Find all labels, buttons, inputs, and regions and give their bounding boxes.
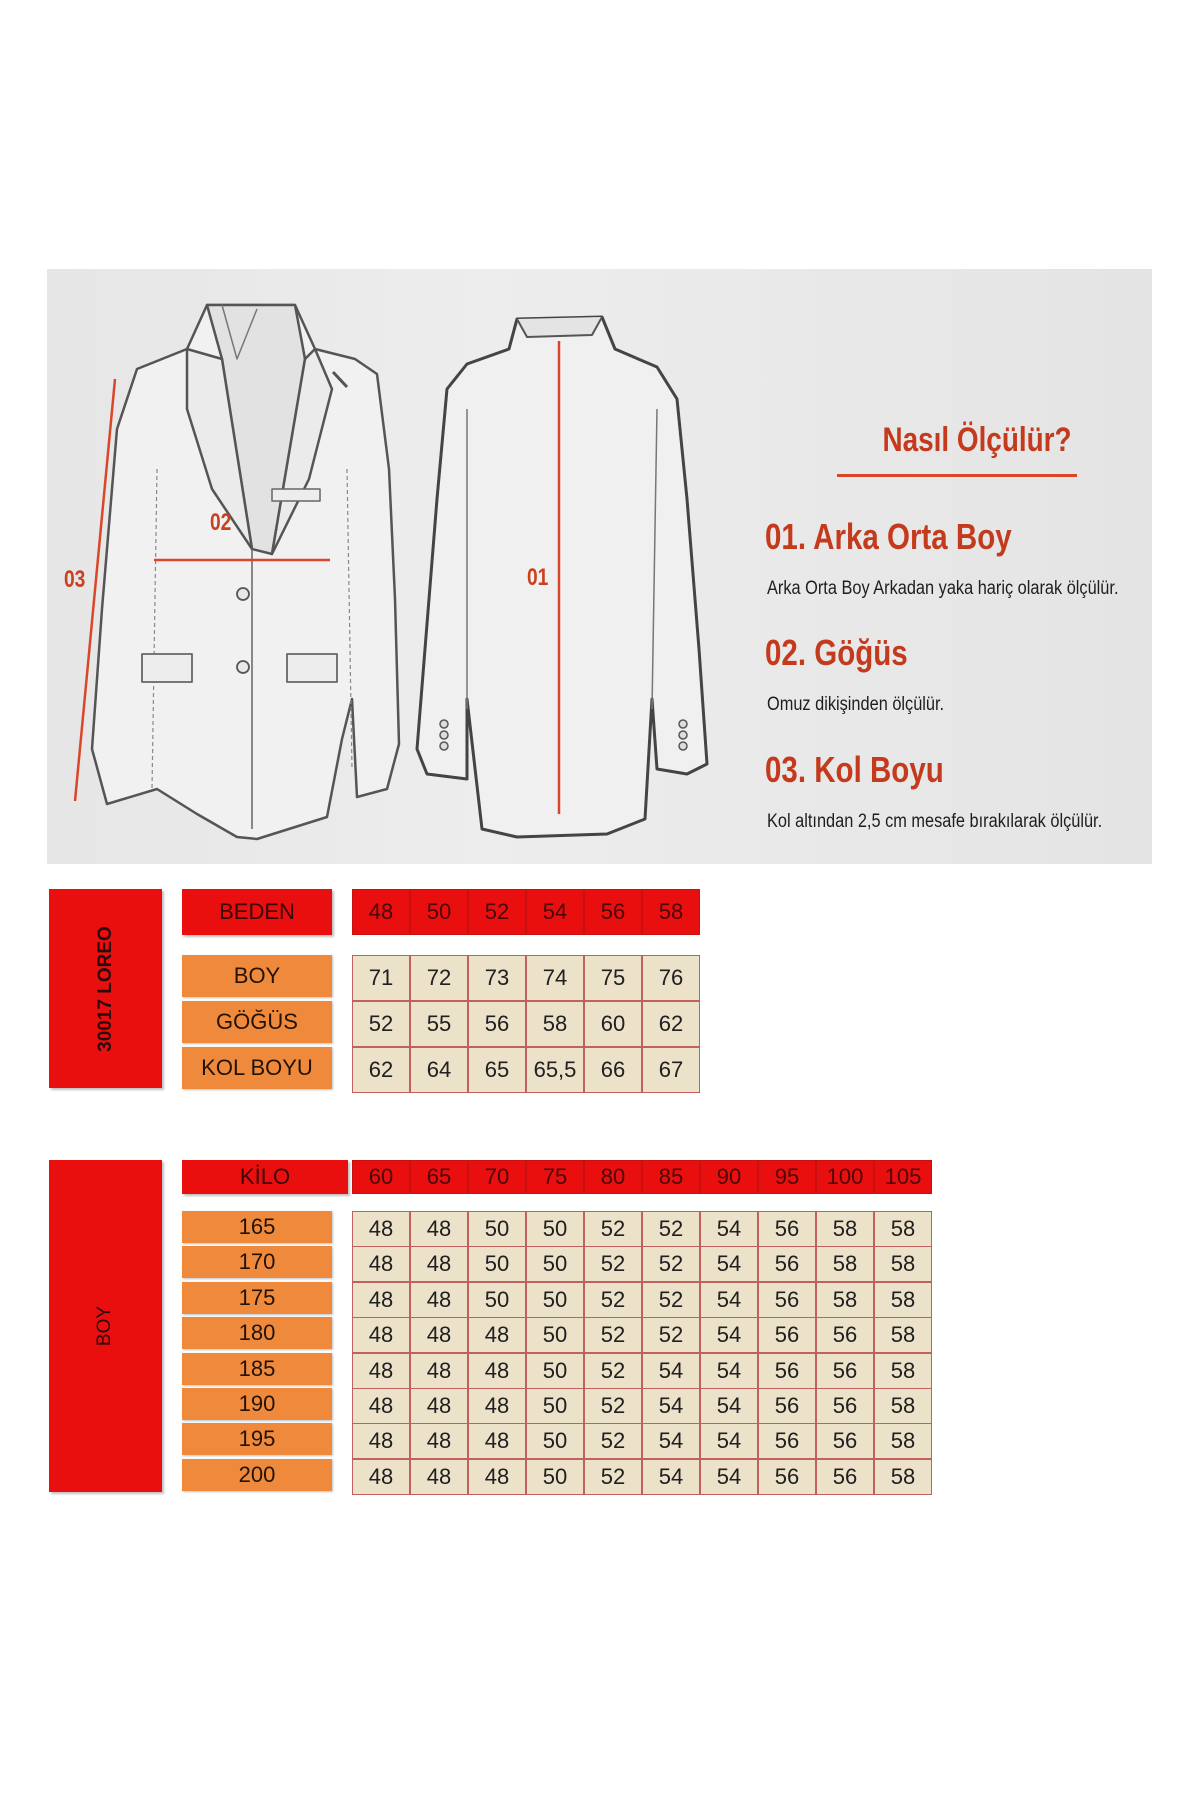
size-header-cell: 56: [584, 889, 642, 935]
guide-desc-chest: Omuz dikişinden ölçülür.: [767, 694, 945, 715]
size-table-cell: 62: [352, 1047, 410, 1093]
fit-table-cell: 48: [410, 1246, 468, 1282]
size-table-cell: 56: [468, 1001, 526, 1047]
fit-table-cell: 54: [700, 1317, 758, 1353]
guide-desc-back-length: Arka Orta Boy Arkadan yaka hariç olarak ölçülür.: [767, 578, 1119, 599]
fit-table-cell: 52: [584, 1459, 642, 1495]
fit-table-cell: 52: [642, 1282, 700, 1318]
fit-table-cell: 48: [410, 1282, 468, 1318]
size-header-cell: 48: [352, 889, 410, 935]
size-table-cell: 58: [526, 1001, 584, 1047]
fit-table-cell: 48: [468, 1388, 526, 1424]
fit-table-cell: 58: [874, 1388, 932, 1424]
height-row-label: 185: [182, 1353, 332, 1385]
fit-table-cell: 52: [584, 1388, 642, 1424]
size-table-cell: 67: [642, 1047, 700, 1093]
size-table-cell: 62: [642, 1001, 700, 1047]
fit-table-cell: 54: [642, 1353, 700, 1389]
fit-table-cell: 48: [468, 1423, 526, 1459]
fit-table-cell: 56: [758, 1388, 816, 1424]
size-header-cell: 58: [642, 889, 700, 935]
fit-table-cell: 48: [410, 1423, 468, 1459]
fit-table-cell: 48: [410, 1317, 468, 1353]
size-table-cell: 71: [352, 955, 410, 1001]
weight-header-cell: 75: [526, 1160, 584, 1194]
fit-table-cell: 58: [874, 1211, 932, 1247]
fit-table-cell: 56: [816, 1423, 874, 1459]
fit-table-cell: 48: [352, 1317, 410, 1353]
size-table-cell: 65: [468, 1047, 526, 1093]
height-row-label: 175: [182, 1282, 332, 1314]
fit-table-cell: 48: [352, 1459, 410, 1495]
fit-table-cell: 52: [584, 1282, 642, 1318]
fit-table-cell: 58: [874, 1282, 932, 1318]
fit-table-cell: 58: [874, 1317, 932, 1353]
height-row-label: 200: [182, 1459, 332, 1491]
fit-table-cell: 48: [468, 1353, 526, 1389]
fit-table-cell: 50: [526, 1459, 584, 1495]
fit-table-cell: 48: [468, 1459, 526, 1495]
size-header-cell: 54: [526, 889, 584, 935]
fit-table-side-label-text: BOY: [94, 1305, 116, 1347]
fit-table-cell: 50: [526, 1246, 584, 1282]
fit-table-cell: 56: [816, 1459, 874, 1495]
fit-table-cell: 56: [816, 1353, 874, 1389]
size-row-label: GÖĞÜS: [182, 1001, 332, 1043]
fit-table-cell: 50: [468, 1246, 526, 1282]
size-table-cell: 55: [410, 1001, 468, 1047]
fit-table-cell: 58: [816, 1282, 874, 1318]
fit-table-cell: 52: [642, 1246, 700, 1282]
height-row-label: 165: [182, 1211, 332, 1243]
fit-table-cell: 58: [874, 1246, 932, 1282]
fit-table-cell: 56: [816, 1317, 874, 1353]
fit-table-cell: 50: [526, 1423, 584, 1459]
fit-table-cell: 56: [758, 1353, 816, 1389]
fit-table-cell: 48: [410, 1388, 468, 1424]
fit-table-cell: 52: [584, 1246, 642, 1282]
fit-table-cell: 58: [874, 1459, 932, 1495]
fit-table-cell: 48: [410, 1353, 468, 1389]
fit-table-cell: 48: [468, 1317, 526, 1353]
fit-table-cell: 48: [352, 1211, 410, 1247]
size-table-cell: 60: [584, 1001, 642, 1047]
fit-table-cell: 56: [758, 1423, 816, 1459]
fit-table-cell: 54: [700, 1459, 758, 1495]
weight-header-cell: 95: [758, 1160, 816, 1194]
guide-heading-back-length: 01. Arka Orta Boy: [765, 516, 1012, 557]
weight-header-cell: 90: [700, 1160, 758, 1194]
fit-table-cell: 54: [700, 1353, 758, 1389]
fit-table-cell: 52: [584, 1353, 642, 1389]
size-table-side-label: [49, 889, 162, 1088]
fit-table-cell: 48: [410, 1211, 468, 1247]
back-length-marker: 01: [527, 564, 549, 591]
fit-table-cell: 54: [642, 1459, 700, 1495]
fit-table-cell: 50: [468, 1282, 526, 1318]
fit-table-cell: 56: [816, 1388, 874, 1424]
measurement-guide-panel: [47, 269, 1152, 864]
fit-table-cell: 52: [584, 1317, 642, 1353]
fit-table-cell: 52: [584, 1211, 642, 1247]
size-table-cell: 73: [468, 955, 526, 1001]
fit-table-cell: 58: [816, 1246, 874, 1282]
fit-table-cell: 54: [700, 1388, 758, 1424]
fit-table-cell: 48: [352, 1388, 410, 1424]
size-table-cell: 65,5: [526, 1047, 584, 1093]
fit-table-cell: 56: [758, 1282, 816, 1318]
fit-table-cell: 54: [700, 1211, 758, 1247]
fit-table-cell: 56: [758, 1211, 816, 1247]
fit-table-cell: 56: [758, 1246, 816, 1282]
weight-header-cell: 105: [874, 1160, 932, 1194]
size-header-cell: 50: [410, 889, 468, 935]
weight-header-cell: 100: [816, 1160, 874, 1194]
fit-table-cell: 50: [526, 1388, 584, 1424]
fit-table-cell: 50: [468, 1211, 526, 1247]
fit-table-cell: 50: [526, 1317, 584, 1353]
fit-table-cell: 48: [352, 1246, 410, 1282]
weight-header-cell: 65: [410, 1160, 468, 1194]
fit-table-cell: 54: [642, 1388, 700, 1424]
height-row-label: 170: [182, 1246, 332, 1278]
fit-table-cell: 48: [410, 1459, 468, 1495]
guide-desc-sleeve: Kol altından 2,5 cm mesafe bırakılarak ölçülür.: [767, 811, 1103, 832]
jacket-illustrations: [47, 269, 1152, 864]
guide-title-underline: [837, 474, 1077, 477]
fit-table-cell: 52: [642, 1211, 700, 1247]
fit-table-cell: 50: [526, 1211, 584, 1247]
fit-table-cell: 56: [758, 1317, 816, 1353]
size-table-cell: 52: [352, 1001, 410, 1047]
weight-header-cell: 85: [642, 1160, 700, 1194]
fit-table-header-label: KİLO: [182, 1160, 348, 1194]
weight-header-cell: 80: [584, 1160, 642, 1194]
fit-table-cell: 54: [700, 1282, 758, 1318]
back-jacket-drawing: [417, 317, 707, 837]
fit-table-cell: 50: [526, 1353, 584, 1389]
height-row-label: 180: [182, 1317, 332, 1349]
fit-table-cell: 52: [584, 1423, 642, 1459]
size-table-header-label: BEDEN: [182, 889, 332, 935]
size-row-label: BOY: [182, 955, 332, 997]
fit-table-cell: 54: [700, 1246, 758, 1282]
fit-table-cell: 50: [526, 1282, 584, 1318]
height-row-label: 190: [182, 1388, 332, 1420]
size-table-cell: 75: [584, 955, 642, 1001]
guide-heading-sleeve: 03. Kol Boyu: [765, 749, 944, 790]
weight-header-cell: 70: [468, 1160, 526, 1194]
fit-table-cell: 52: [642, 1317, 700, 1353]
size-table-cell: 64: [410, 1047, 468, 1093]
fit-table-cell: 58: [874, 1423, 932, 1459]
fit-table-cell: 54: [642, 1423, 700, 1459]
size-row-label: KOL BOYU: [182, 1047, 332, 1089]
chest-marker: 02: [210, 509, 232, 536]
size-table-cell: 76: [642, 955, 700, 1001]
fit-table-cell: 48: [352, 1423, 410, 1459]
size-header-cell: 52: [468, 889, 526, 935]
sleeve-marker: 03: [64, 566, 86, 593]
size-table-side-label-text: 30017 LOREO: [94, 925, 116, 1052]
fit-table-cell: 54: [700, 1423, 758, 1459]
fit-table-cell: 58: [874, 1353, 932, 1389]
guide-title: Nasıl Ölçülür?: [882, 421, 1072, 459]
guide-heading-chest: 02. Göğüs: [765, 632, 908, 673]
weight-header-cell: 60: [352, 1160, 410, 1194]
size-table-cell: 74: [526, 955, 584, 1001]
size-table-cell: 66: [584, 1047, 642, 1093]
height-row-label: 195: [182, 1423, 332, 1455]
fit-table-side-label: [49, 1160, 162, 1492]
size-table-cell: 72: [410, 955, 468, 1001]
fit-table-cell: 56: [758, 1459, 816, 1495]
front-jacket-drawing: [92, 305, 399, 839]
fit-table-cell: 48: [352, 1353, 410, 1389]
fit-table-cell: 48: [352, 1282, 410, 1318]
fit-table-cell: 58: [816, 1211, 874, 1247]
